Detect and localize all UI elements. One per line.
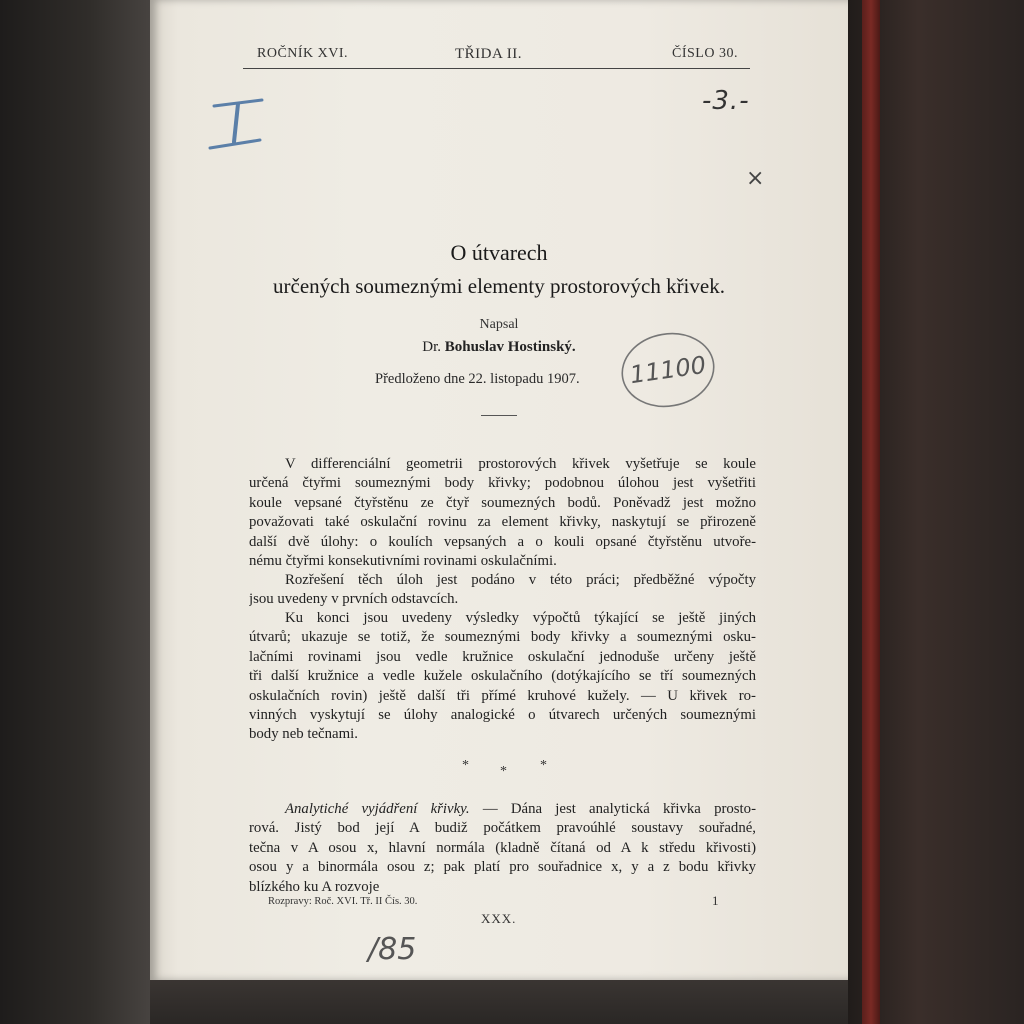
header-volume: ROČNÍK XVI. (257, 46, 349, 61)
section-line-rest: — Dána jest analytická křivka prosto- (469, 801, 756, 817)
text-line: lačními rovinami jsou vedle kružnice oskulační jednoduše určeny ještě (249, 648, 756, 665)
header-class: TŘIDA II. (455, 46, 522, 62)
text-line: útvarů; ukazuje se totiž, že soumeznými body křivky a soumeznými osku- (249, 629, 756, 646)
stamp-number: 11100 (628, 350, 708, 390)
text-line: určená čtyřmi soumeznými body křivky; podobnou úlohou jest vyšetřiti (249, 475, 756, 492)
paragraph-1 (249, 455, 756, 571)
text-line: tři další kružnice a vedle kužele oskulačního (dotýkajícího se tří soumezných (249, 668, 756, 685)
x-mark-annotation: × (746, 166, 765, 191)
text-line: jsou uvedeny v prvních odstavcích. (249, 591, 459, 608)
section-heading: Analytiché vyjádření křivky. (285, 801, 470, 817)
text-line: V differenciální geometrii prostorových křivek vyšetřuje se koule (285, 456, 756, 472)
red-binding-strip (862, 0, 880, 1024)
bottom-handwriting: /85 (368, 932, 417, 967)
byline-label: Napsal (479, 317, 519, 332)
separator-star: * (462, 758, 469, 773)
title-line-2: určených soumeznými elementy prostorových křivek. (273, 274, 725, 298)
text-line: Ku konci jsou uvedeny výsledky výpočtů týkající se ještě jiných (285, 610, 756, 626)
paragraph-2 (249, 571, 756, 610)
author-name: Bohuslav Hostinský. (444, 339, 576, 355)
text-line: považovati také oskulační rovinu za element křivky, naskytují se přirozeně (249, 514, 756, 531)
separator-star: * (540, 758, 547, 773)
book-spine-left (0, 0, 150, 1024)
page-number: 1 (712, 893, 719, 908)
text-line: body neb tečnami. (249, 726, 358, 743)
author-prefix: Dr. (422, 339, 442, 355)
text-line: vinných vyskytují se úlohy analogické o útvarech určených soumeznými (249, 706, 756, 723)
text-line: koule vepsané čtyřstěnu ze čtyř soumezných bodů. Poněvadž jest možno (249, 494, 756, 511)
signature-mark: XXX. (481, 911, 517, 926)
footnote: Rozpravy: Roč. XVI. Tř. II Čís. 30. (268, 896, 418, 907)
text-line: Rozřešení těch úloh jest podáno v této práci; předběžné výpočty (285, 572, 756, 588)
page-bottom-shadow (150, 980, 848, 1024)
submission-date: Předloženo dne 22. listopadu 1907. (375, 371, 580, 387)
roman-numeral-annotation (208, 96, 264, 154)
text-line: oskulačních rovin) ještě další tři přímé kruhové kužely. — U křivek ro- (249, 687, 756, 704)
text-line: nému čtyřmi konsekutivními rovinami oskulačními. (249, 552, 557, 569)
title-line-1: O útvarech (450, 240, 548, 265)
paragraph-3 (249, 609, 756, 745)
header-rule (243, 68, 750, 69)
text-line: blízkého ku A rozvoje (249, 878, 380, 895)
page-mark-annotation: -3.- (702, 86, 750, 116)
separator-star: * (500, 764, 507, 779)
author (150, 339, 848, 356)
text-line: osou y a binormála osou z; pak platí pro souřadnice x, y a z bodu křivky (249, 859, 756, 876)
header-number: ČÍSLO 30. (672, 46, 738, 61)
text-line: další dvě úlohy: o koulích vepsaných a o kouli opsané čtyřstěnu utvoře- (249, 533, 756, 550)
title-separator-rule (481, 415, 517, 416)
text-line: tečna v A osou x, hlavní normála (kladně čítaná od A k středu křivosti) (249, 839, 756, 856)
text-line: rová. Jistý bod její A budiž počátkem pravoúhlé soustavy souřadné, (249, 820, 756, 837)
section-first-line (249, 800, 756, 819)
section-analytic (249, 800, 756, 897)
